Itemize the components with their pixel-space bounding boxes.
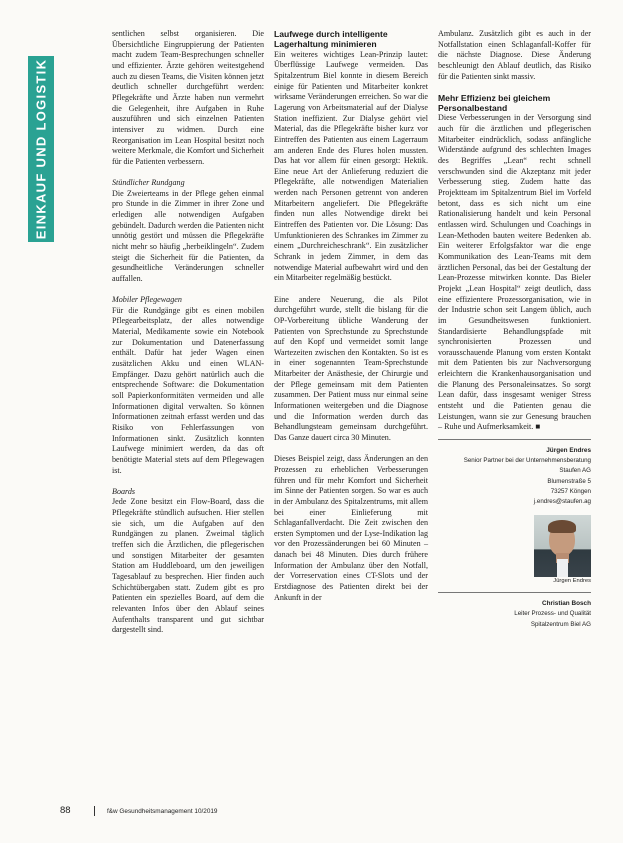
footer-divider (94, 806, 95, 816)
author-box (438, 439, 591, 507)
page-number: 88 (60, 805, 71, 816)
magazine-title: f&w Gesundheitsmanagement 10/2019 (107, 808, 218, 815)
paragraph: sentlichen selbst organisieren. Die Übersichtliche Eingruppierung der Patienten macht zudem Team-Besprechungen schneller und effizienter. Ärzte gehören weitestgehend auch zu diesen Teams, die Visiten können jetzt deutlich schneller durchgeführt werden: Pflegekräfte und Ärzte haben nun vermehrt die Gelegenheit, ihre Aufgaben in Ruhe auszuführen und sich einzelnen Patienten intensiver zu widmen. Durch eine Reorganisation im Lean Hospital besitzt noch weitere Merkmale, die Komfort und Sicherheit für die Patienten verbessern. (112, 29, 264, 166)
section-tab (28, 56, 54, 242)
author-company: Staufen AG (559, 467, 591, 475)
paragraph: Für die Rundgänge gibt es einen mobilen Pflegearbeitsplatz, der alles notwendige Material, Medikamente sowie ein Notebook zur Dokumentation und Datenerfassung enthält. Dafür hat jeder Wagen einen zusätzlichen Akku und einen WLAN-Empfänger. Dazu gehört natürlich auch die entsprechende Software: die Dokumentation soll Papierkonformitäten vermeiden und alle Informationen digital verwalten. So können Informationen zeitnah erfasst werden und das Risiko von Fehlerfassungen von Informationen sinkt. Zusätzlich konnten Laufwege minimiert werden, da das oft benötigte Material stets auf dem Pflegewagen ist. (112, 305, 264, 475)
paragraph: Ambulanz. Zusätzlich gibt es auch in der Notfallstation einen Schlaganfall-Koffer für die nächste Diagnose. Diese Änderung beschleunigt den Ablauf deutlich, das Risiko für die Patienten sinkt massiv. (438, 29, 591, 81)
paragraph: Eine andere Neuerung, die als Pilot durchgeführt wurde, stellt die bislang für die OP-Vorbereitung übliche Wanderung der Patienten von Sprechstunde zu Sprechstunde auf den Kopf und vermeidet somit lange Wartezeiten zwischen den Kontakten. So ist es in einer sogenannten Team-Sprechstunde Mitarbeiter der Anästhesie, der Chirurgie und der Pflege gemeinsam mit dem Patienten zusammen. Der Patient muss nur einmal seine Informationen weitergeben und die Diagnose und die Information werden durch das Behandlungsteam gemeinsam durchgeführt. Das Ganze dauert circa 30 Minuten. (274, 294, 428, 443)
section-tab-label: EINKAUF UND LOGISTIK (33, 58, 49, 240)
section-heading: Laufwege durch intelligente Lagerhaltung minimieren (274, 29, 388, 50)
author-street: Blumenstraße 5 (547, 477, 591, 485)
column-1 (112, 29, 264, 636)
paragraph (438, 113, 591, 433)
photo-caption: Jürgen Endres (553, 578, 591, 585)
author-org: Spitalzentrum Biel AG (530, 620, 591, 628)
subheading: Stündlicher Rundgang (112, 178, 185, 188)
column-2 (274, 29, 428, 603)
column-3 (438, 29, 591, 630)
paragraph-text: Diese Verbesserungen in der Versorgung sind auch für die ärztlichen und pflegerischen Mitarbeiter eindrücklich, sodass anfängliche Widerstände aufgrund des schlechten Images des Begriffes „Lean“ recht schnell verschwunden sind die Akzeptanz mit jeder Verbesserung stieg. Zudem hatte das Projektteam im Spitalzentrum Biel im Vorfeld betont, dass es sich nicht um eine Rationalisierung handelt und kein Personal entlassen wird. Schulungen und Coachings in Lean-Methoden bauten weitere Bedenken ab. Ein weiterer Erfolgsfaktor war die enge Kommunikation des Lean-Teams mit dem ärztlichen Personal, das bei der Gestaltung der Lean-Prozesse mitwirken konnte. Das Bieler Projekt „Lean Hospital“ zeigt deutlich, dass eine effizientere Prozessorganisation, wie in der Industrie schon seit Langem üblich, auch im Gesundheitswesen funktioniert. Standardisierte Behandlungspfade mit synchronisierten Prozessen und vorausschauende Planung vom ersten Kontakt mit dem Patienten bis zur Nachversorgung erleichtern die Krankenhausorganisation und die Planung des Personaleinsatzes. So sorgt Lean dafür, dass insgesamt weniger Stress entsteht und die Patienten genau die Leistungen, wann sie zur Genesung brauchen – Ruhe und Aufmerksamkeit. (438, 113, 591, 432)
author-box-2 (438, 592, 591, 630)
end-mark: ■ (535, 422, 541, 432)
author-photo (534, 515, 591, 577)
paragraph: Ein weiteres wichtiges Lean-Prinzip lautet: Überflüssige Laufwege vermeiden. Das Spitalzentrum Biel konnte in diesem Bereich einige für Patienten und Mitarbeiter konkret wirksame Veränderungen erreichen. So war die Lagerung von Arbeitsmaterial auf der Dialyse Station ineffizient. Zur Dialyse gehört viel Material, das die Pflegekräfte bisher kurz vor Eintreffen des Patienten aus einem Lagerraum am anderen Ende des Flures holen mussten. Das hat vor allem für einen gesorgt: Hektik. Eine neue Art der Anlieferung reduziert die Pflegekräfte, alle notwendigen Materialien werden nach Personen getrennt von anderen Mitarbeitern angeliefert. Die Pflegekräfte finden nun alles Notwendige direkt bei Eintreffen des Patienten vor. Die Lösung: Das Umfunktionieren des Schrankes im Zimmer zu einem „Durchreicheschrank“. Ein zusätzlicher Schrank in jedem Zimmer, in dem das notwendige Material aufbewahrt wird und den ein Mitarbeiter regelmäßig bestückt. (274, 49, 428, 283)
author-name: Jürgen Endres (546, 447, 591, 455)
author-city: 73257 Köngen (550, 487, 591, 495)
author-email: j.endres@staufen.ag (533, 498, 591, 506)
paragraph: Die Zweierteams in der Pflege gehen einmal pro Stunde in die Zimmer in ihrer Zone und erledigen alle notwendigen Aufgaben gebündelt. Dadurch werden die Patienten nicht unnötig gestört und müssen die Pflegekräfte nicht mehr so häufig „herbeiklingeln“. Zudem steigt die Sicherheit für die Patienten, da gesundheitliche Veränderungen schneller auffallen. (112, 188, 264, 283)
author-role: Senior Partner bei der Unternehmensberatung (463, 457, 591, 465)
author-role: Leiter Prozess- und Qualität (514, 610, 591, 618)
paragraph: Jede Zone besitzt ein Flow-Board, dass die Pflegekräfte stündlich aufsuchen. Hier stellen sie sich, um die Aufgaben auf den Rundgängen zu planen. Zweimal täglich treffen sich die Ärztlichen, die pflegerischen und sonstigen Mitarbeiter der gesamten Station am Huddleboard, um den jeweiligen Tagesablauf zu besprechen. Hier finden auch Schichtübergaben statt. Zudem gibt es pro Patienten ein spezielles Board, auf dem die relevanten Infos über den Ablauf seines Aufenthalts transparent und gut sichtbar dargestellt sind. (112, 497, 264, 635)
subheading: Mobiler Pflegewagen (112, 295, 182, 305)
author-name: Christian Bosch (541, 600, 591, 608)
subheading: Boards (112, 486, 136, 496)
paragraph: Dieses Beispiel zeigt, dass Änderungen an den Prozessen zu erheblichen Verbesserungen führen und für mehr Komfort und Sicherheit im Sinne der Patienten sorgen. So war es auch in der Ambulanz des Spitalzentrums, mit allem bei einer Einlieferung mit Schlaganfallverdacht. Die Zeit zwischen den ersten Symptomen und der Lyse-Indikation lag vor den Prozessänderungen bei 60 Minuten – danach bei 48 Minuten. Dies durch frühere Information der Ambulanz über den Notfall, der Vorreservation eines CT-Slots und der Erstdiagnose des Patienten direkt bei der Ankunft in der (274, 454, 428, 602)
section-heading: Mehr Effizienz bei gleichem Personalbestand (438, 92, 551, 114)
